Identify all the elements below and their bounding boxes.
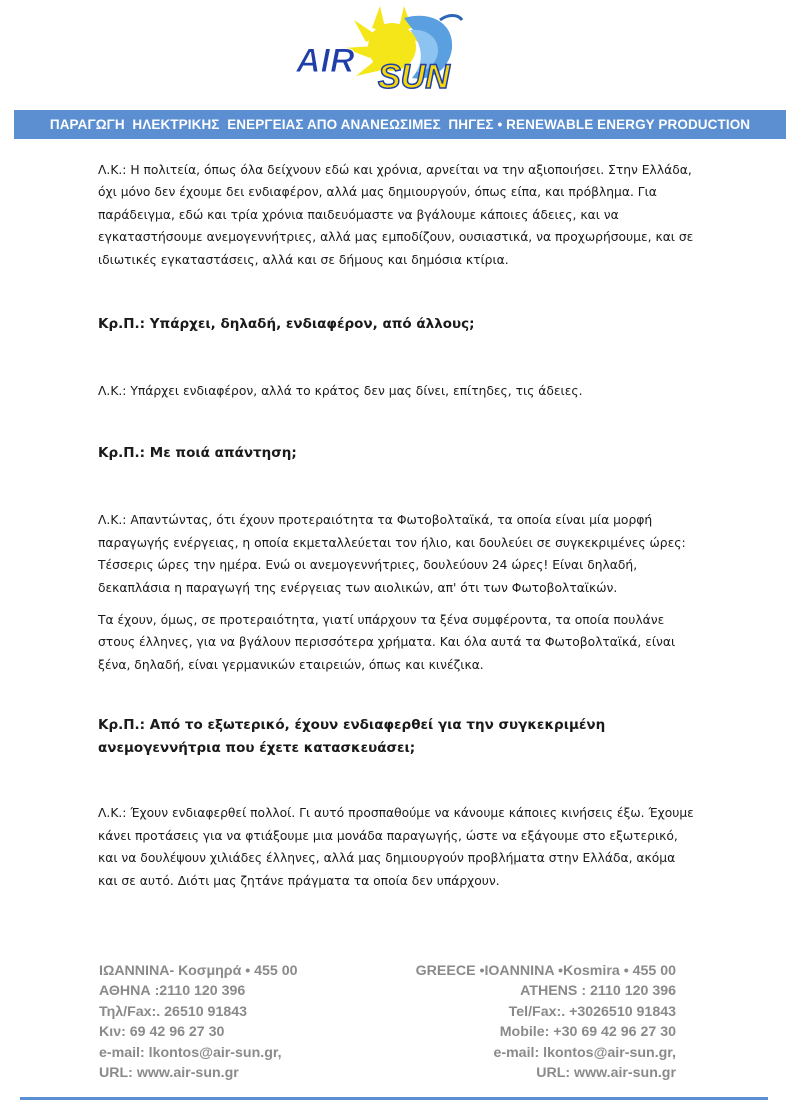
footer-contact-greek	[99, 961, 389, 1083]
question-2: Κρ.Π.: Με ποιά απάντηση;	[98, 445, 297, 462]
footer-contact-english	[386, 961, 676, 1083]
footer-mobile: Κιν: 69 42 96 27 30	[99, 1024, 225, 1041]
answer-paragraph-1: Λ.Κ.: Η πολιτεία, όπως όλα δείχνουν εδώ και χρόνια, αρνείται να την αξιοποιήσει. Στην Ελλάδα, όχι μόνο δεν έχουμε δει ενδιαφέρον, αλλά μας δημιουργούν, όπως είπα, και πρόβλημα. Για παράδειγμα, εδώ και τρία χρόνια παιδευόμαστε να βγάλουμε κάποιες άδειες, και να εγκαταστήσουμε ανεμογεννήτριες, αλλά μας εμποδίζουν, ουσιαστικά, να προχωρήσουμε, και σε ιδιωτικές εγκαταστάσεις, αλλά και σε δήμους και δημόσια κτίρια.	[98, 163, 694, 267]
svg-text:AIR: AIR	[296, 42, 355, 80]
answer-paragraph-3: Λ.Κ.: Απαντώντας, ότι έχουν προτεραιότητα τα Φωτοβολταϊκά, τα οποία είναι μία μορφή παραγωγής ενέργειας, η οποία εκμεταλλεύεται τον ήλιο, και δουλεύει σε συγκεκριμένες ώρες: Τέσσερις ώρες την ημέρα. Ενώ οι ανεμογεννήτριες, δουλεύουν 24 ώρες! Είναι δηλαδή, δεκαπλάσια η παραγωγή της ενέργειας των αιολικών, απ' ότι των Φωτοβολταϊκών.	[98, 513, 686, 595]
footer-address: GREECE •IOANNINA •Kosmira • 455 00	[415, 963, 676, 979]
question-1: Κρ.Π.: Υπάρχει, δηλαδή, ενδιαφέρον, από άλλους;	[98, 316, 475, 333]
logo-air-text	[295, 42, 355, 80]
answer-paragraph-2: Λ.Κ.: Υπάρχει ενδιαφέρον, αλλά το κράτος δεν μας δίνει, επίτηδες, τις άδειες.	[98, 384, 583, 399]
answer-paragraph-4: Τα έχουν, όμως, σε προτεραιότητα, γιατί υπάρχουν τα ξένα συμφέροντα, τα οποία πουλάνε στους έλληνες, για να βγάλουν περισσότερα χρήματα. Και όλα αυτά τα Φωτοβολταϊκά, είναι ξένα, δηλαδή, είναι γερμανικών εταιρειών, όπως και κινέζικα.	[98, 613, 676, 672]
logo-graphic	[292, 2, 488, 94]
article-body	[98, 159, 698, 892]
question-3: Κρ.Π.: Από το εξωτερικό, έχουν ενδιαφερθεί για την συγκεκριμένη ανεμογεννήτρια που έχετε κατασκευάσει;	[98, 717, 606, 757]
footer-url[interactable]: URL: www.air-sun.gr	[99, 1065, 239, 1082]
svg-text:SUN: SUN	[378, 58, 450, 94]
footer-address: ΙΩΑΝΝΙΝΑ- Κοσμηρά • 455 00	[99, 963, 298, 979]
footer-email[interactable]: e-mail: lkontos@air-sun.gr,	[493, 1044, 676, 1061]
footer-athens-phone: ΑΘΗΝΑ :2110 120 396	[99, 983, 246, 1000]
footer-athens-phone: ATHENS : 2110 120 396	[520, 983, 676, 1000]
air-sun-logo	[292, 2, 488, 94]
header-banner	[14, 110, 786, 139]
logo-sun-text	[378, 58, 451, 94]
answer-paragraph-5: Λ.Κ.: Έχουν ενδιαφερθεί πολλοί. Γι αυτό προσπαθούμε να κάνουμε κάποιες κινήσεις έξω. Έχουμε κάνει προτάσεις για να φτιάξουμε μια μονάδα παραγωγής, ώστε να εξάγουμε στο εξωτερικό, και να δουλέψουν χιλιάδες έλληνες, αλλά μας δημιουργούν προβλήματα στην Ελλάδα, ακόμα και σε αυτό. Διότι μας ζητάνε πράγματα τα οποία δεν υπάρχουν.	[98, 806, 694, 888]
banner-text: ΠΑΡΑΓΩΓΗ ΗΛΕΚΤΡΙΚΗΣ ΕΝΕΡΓΕΙΑΣ ΑΠΟ ΑΝΑΝΕΩΣΙΜΕΣ ΠΗΓΕΣ • RENEWABLE ENERGY PRODUCTION	[49, 117, 751, 132]
footer-tel-fax: Τηλ/Fax:. 26510 91843	[99, 1003, 248, 1020]
footer-divider	[20, 1097, 768, 1100]
footer-url[interactable]: URL: www.air-sun.gr	[536, 1065, 676, 1082]
footer-tel-fax: Tel/Fax:. +3026510 91843	[508, 1003, 676, 1020]
footer-mobile: Mobile: +30 69 42 96 27 30	[499, 1024, 676, 1041]
footer-email[interactable]: e-mail: lkontos@air-sun.gr,	[99, 1044, 282, 1061]
